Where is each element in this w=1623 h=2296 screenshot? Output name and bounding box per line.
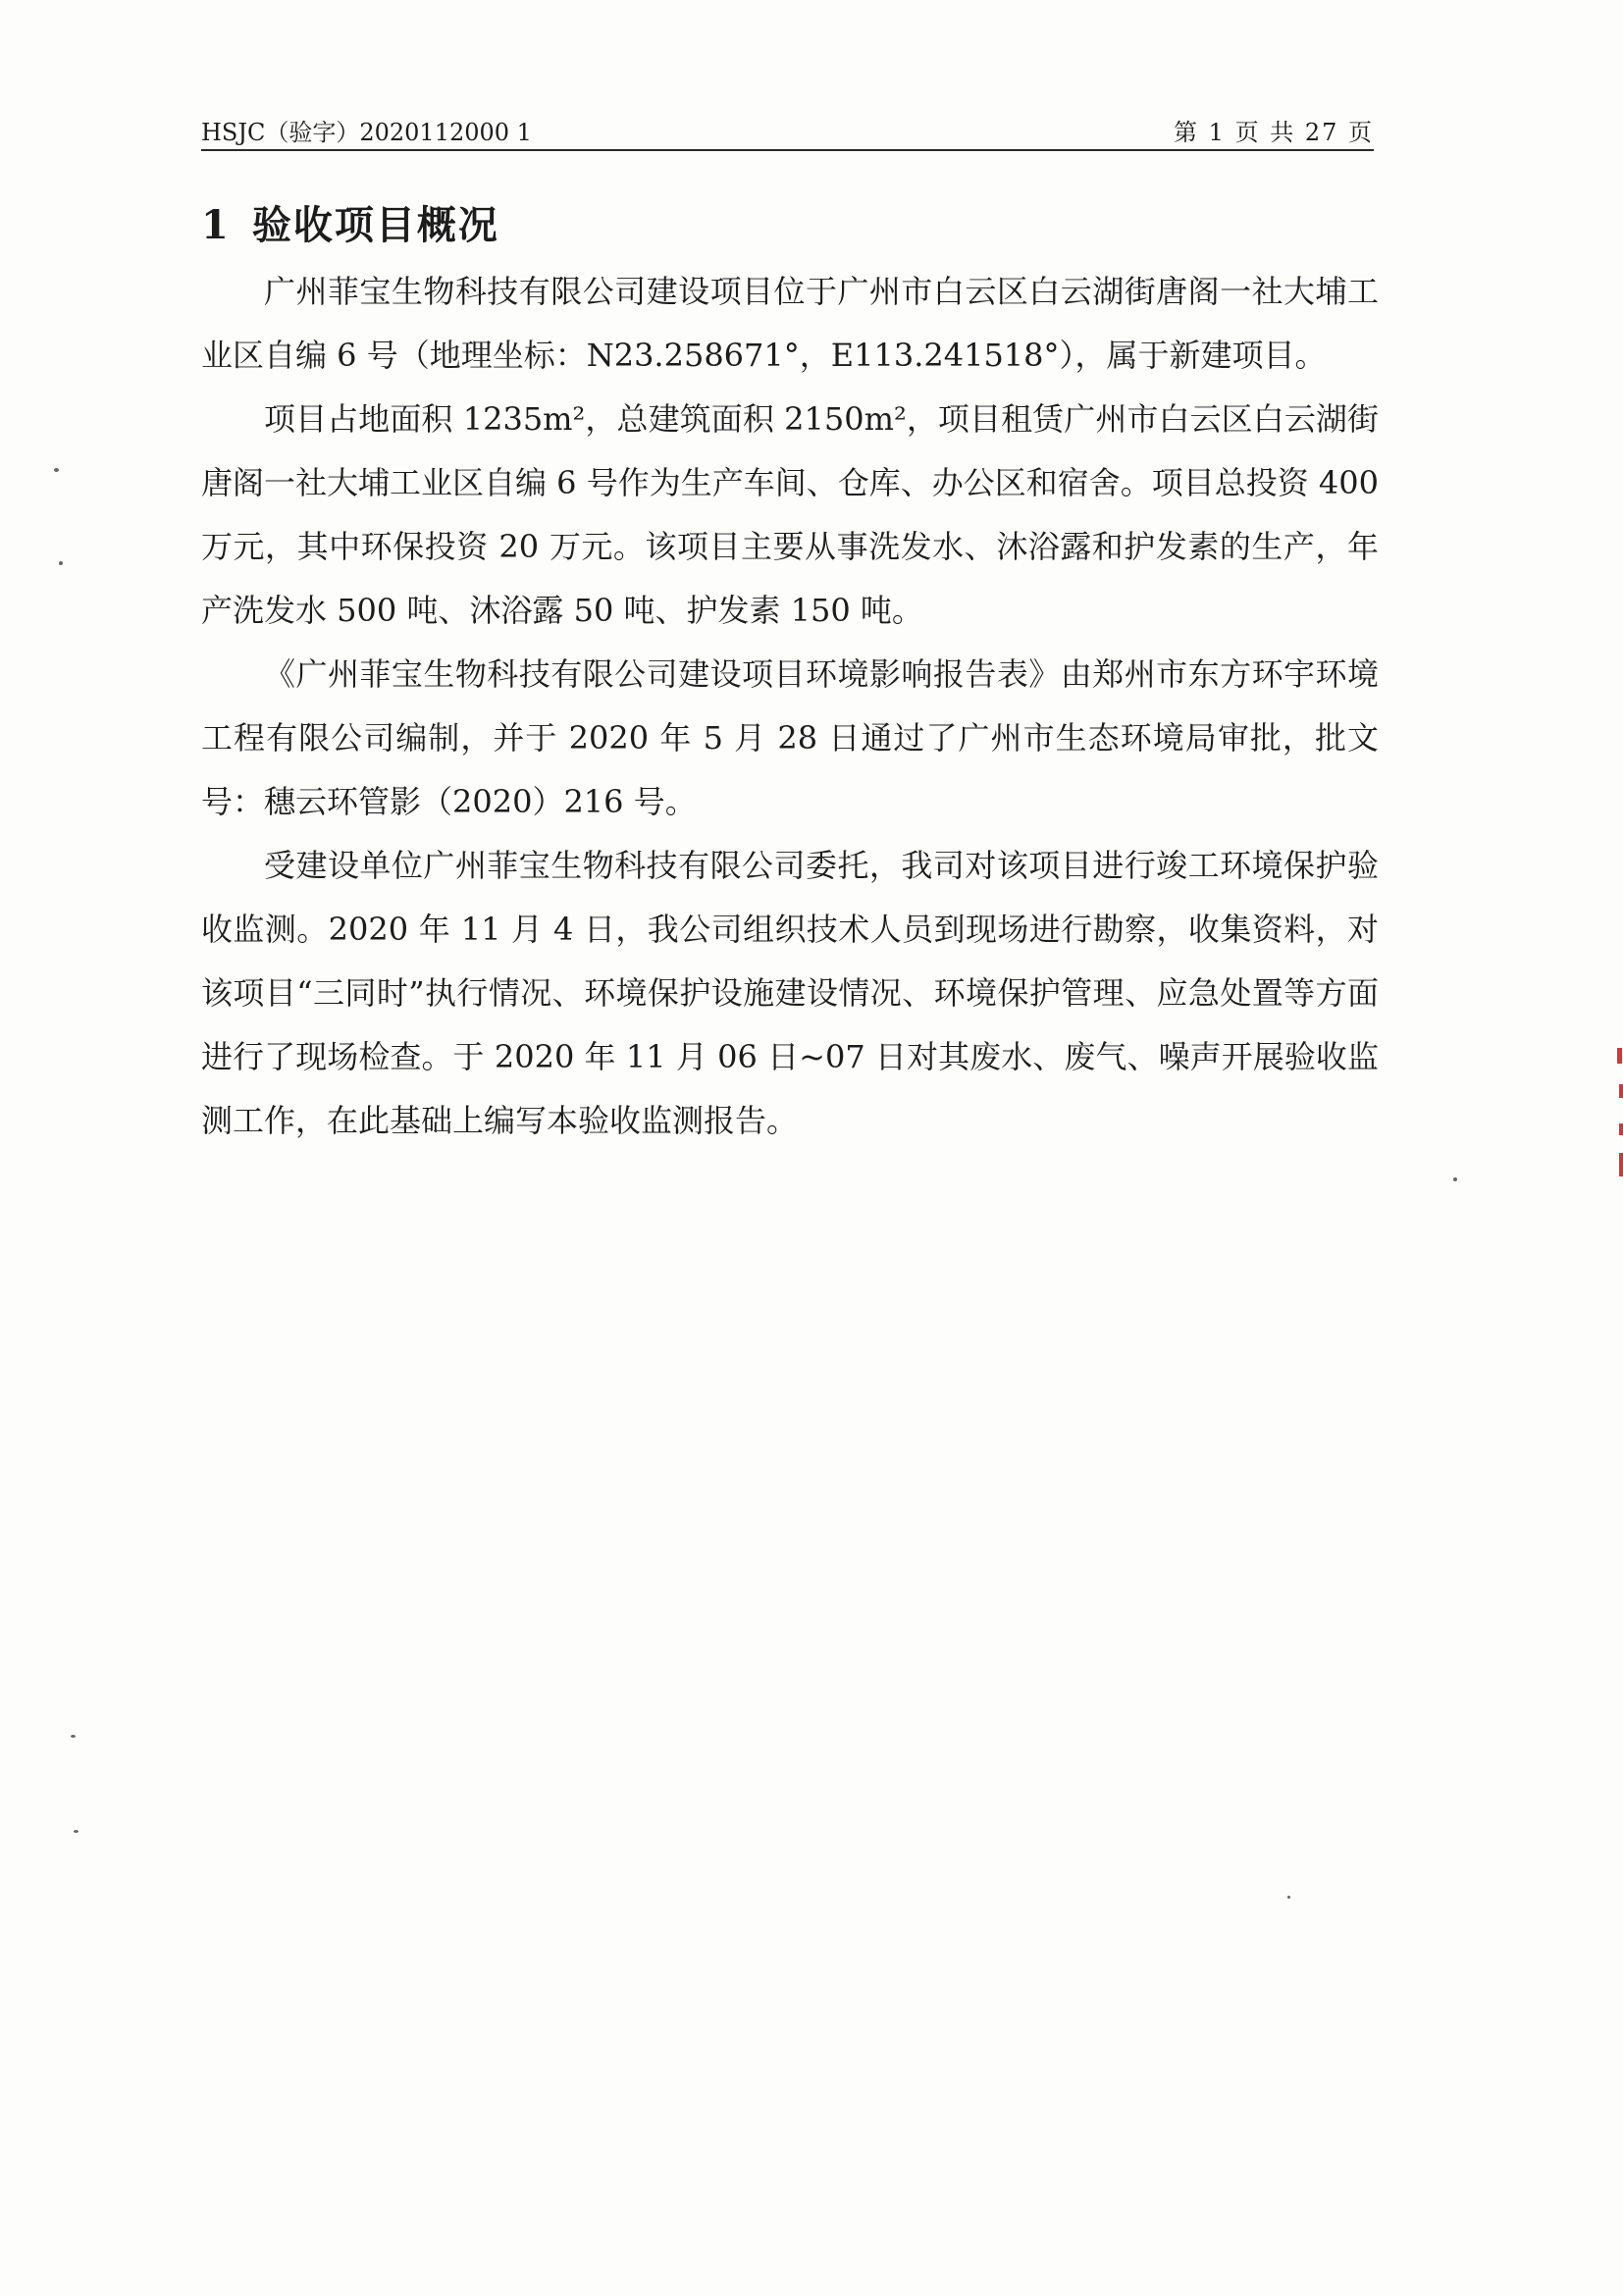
paragraph: 广州菲宝生物科技有限公司建设项目位于广州市白云区白云湖街唐阁一社大埔工业区自编 6 号（地理坐标：N23.258671°，E113.241518°），属于新建项目。 (201, 273, 1379, 374)
section-title-text: 验收项目概况 (251, 203, 499, 248)
scan-edge-mark (1619, 1123, 1623, 1135)
page-header (201, 108, 1374, 151)
section-number: 1 (201, 202, 231, 248)
document-code: HSJC（验字）2020112000 1 (201, 119, 532, 146)
scan-speck (74, 1830, 79, 1833)
paragraph: 受建设单位广州菲宝生物科技有限公司委托，我司对该项目进行竣工环境保护验收监测。2020 年 11 月 4 日，我公司组织技术人员到现场进行勘察，收集资料，对该项目“三同时”执行情况、环境保护设施建设情况、环境保护管理、应急处置等方面进行了现场检查。于 2020 年 11 月 06 日~07 日对其废水、废气、噪声开展验收监测工作，在此基础上编写本验收监测报告。 (201, 847, 1379, 1139)
paragraph: 《广州菲宝生物科技有限公司建设项目环境影响报告表》由郑州市东方环宇环境工程有限公司编制，并于 2020 年 5 月 28 日通过了广州市生态环境局审批，批文号：穗云环管影（2020）216 号。 (201, 655, 1379, 820)
scan-edge-mark (1619, 1153, 1623, 1176)
scan-speck (54, 468, 59, 472)
scan-speck (71, 1735, 76, 1738)
body-text (201, 260, 1379, 1153)
scan-edge-mark (1619, 1084, 1623, 1098)
scan-edge-mark (1617, 1048, 1622, 1064)
section-heading (201, 194, 499, 250)
scan-speck (1453, 1177, 1457, 1181)
page-number: 第 1 页 共 27 页 (1174, 119, 1374, 146)
scan-speck (1287, 1896, 1290, 1899)
paragraph: 项目占地面积 1235m²，总建筑面积 2150m²，项目租赁广州市白云区白云湖街唐阁一社大埔工业区自编 6 号作为生产车间、仓库、办公区和宿舍。项目总投资 400 万元，其中环保投资 20 万元。该项目主要从事洗发水、沐浴露和护发素的生产，年产洗发水 500 吨、沐浴露 50 吨、护发素 150 吨。 (201, 400, 1379, 629)
scan-speck (59, 561, 63, 565)
